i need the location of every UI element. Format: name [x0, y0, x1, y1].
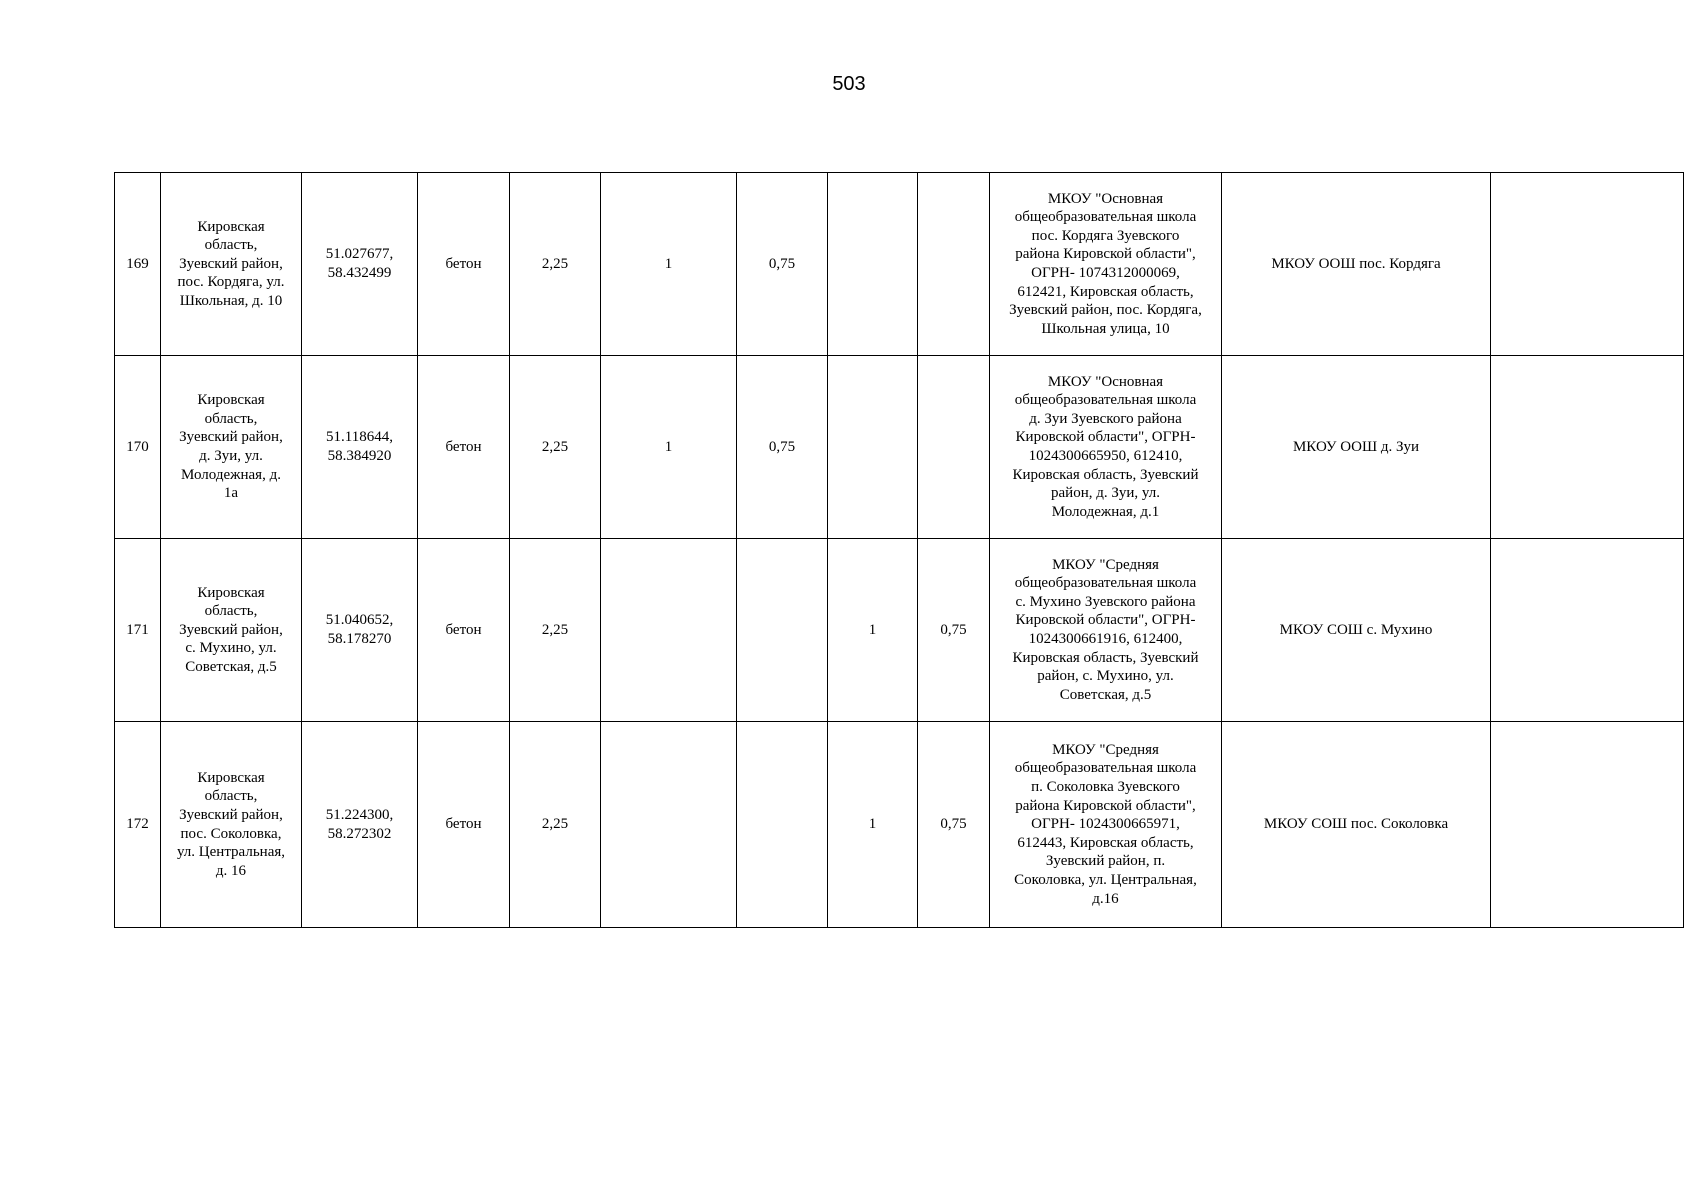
address-cell: [161, 539, 302, 722]
surface-cell: [418, 722, 510, 928]
registry-table: [114, 172, 1684, 928]
waste-source-cell-text: МКОУ ООШ д. Зуи: [1292, 438, 1420, 455]
container-volume-planned-cell: [918, 722, 990, 928]
container-volume-cell: [737, 539, 828, 722]
container-count-planned-cell: [828, 356, 918, 539]
container-volume-cell: [737, 173, 828, 356]
waste-source-cell-text: МКОУ ООШ пос. Кордяга: [1271, 255, 1441, 272]
container-count-cell-text: 1: [664, 438, 673, 455]
coordinates-cell: [302, 173, 418, 356]
coordinates-cell-text: 51.027677, 58.432499: [325, 246, 394, 281]
address-cell-text: Кировская область, Зуевский район, с. Мухино, ул. Советская, д.5: [179, 584, 283, 675]
row-number-text: 169: [126, 255, 149, 272]
page-number: 503: [832, 73, 866, 95]
waste-source-cell: [1222, 722, 1491, 928]
coordinates-cell: [302, 722, 418, 928]
owner-cell: [990, 356, 1222, 539]
container-count-cell: [601, 539, 737, 722]
container-count-planned-cell-text: 1: [868, 816, 877, 833]
table-row: [115, 173, 1684, 356]
container-count-planned-cell: [828, 539, 918, 722]
container-volume-planned-cell-text: 0,75: [940, 621, 967, 638]
waste-source-cell-text: МКОУ СОШ с. Мухино: [1279, 621, 1433, 638]
table-row: [115, 539, 1684, 722]
area-cell: [510, 356, 601, 539]
surface-cell-text: бетон: [445, 255, 482, 272]
area-cell-text: 2,25: [541, 255, 569, 272]
table-row: [115, 722, 1684, 928]
waste-source-cell: [1222, 539, 1491, 722]
note-cell: [1491, 356, 1684, 539]
row-number: [115, 539, 161, 722]
container-volume-planned-cell: [918, 173, 990, 356]
owner-cell-text: МКОУ "Основная общеобразовательная школа д. Зуи Зуевского района Кировской области", ОГРН- 1024300665950, 612410, Кировская область, Зуевский район, д. Зуи, ул. Молодежная, д.1: [1012, 373, 1199, 520]
coordinates-cell: [302, 539, 418, 722]
address-cell: [161, 173, 302, 356]
row-number-text: 171: [126, 621, 149, 638]
container-count-planned-cell-text: 1: [868, 621, 877, 638]
note-cell: [1491, 539, 1684, 722]
container-volume-cell: [737, 722, 828, 928]
address-cell-text: Кировская область, Зуевский район, д. Зуи, ул. Молодежная, д. 1а: [179, 392, 283, 502]
container-count-cell: [601, 722, 737, 928]
owner-cell-text: МКОУ "Средняя общеобразовательная школа с. Мухино Зуевского района Кировской области", ОГРН- 1024300661916, 612400, Кировская область, Зуевский район, с. Мухино, ул. Советская, д.5: [1012, 556, 1199, 703]
address-cell-text: Кировская область, Зуевский район, пос. Соколовка, ул. Центральная, д. 16: [176, 769, 286, 879]
note-cell: [1491, 173, 1684, 356]
coordinates-cell: [302, 356, 418, 539]
area-cell: [510, 173, 601, 356]
row-number-text: 172: [126, 816, 149, 833]
container-count-planned-cell: [828, 173, 918, 356]
container-volume-cell-text: 0,75: [768, 255, 796, 272]
owner-cell-text: МКОУ "Основная общеобразовательная школа пос. Кордяга Зуевского района Кировской области", ОГРН- 1074312000069, 612421, Кировская область, Зуевский район, пос. Кордяга, Школьная улица, 10: [1009, 190, 1202, 337]
address-cell: [161, 722, 302, 928]
row-number: [115, 356, 161, 539]
coordinates-cell-text: 51.118644, 58.384920: [326, 429, 393, 464]
row-number: [115, 173, 161, 356]
container-count-cell-text: 1: [664, 255, 673, 272]
owner-cell: [990, 173, 1222, 356]
owner-cell-text: МКОУ "Средняя общеобразовательная школа п. Соколовка Зуевского района Кировской области", ОГРН- 1024300665971, 612443, Кировская область, Зуевский район, п. Соколовка, ул. Центральная, д.16: [1014, 741, 1197, 907]
waste-source-cell: [1222, 173, 1491, 356]
waste-source-cell: [1222, 356, 1491, 539]
area-cell: [510, 722, 601, 928]
container-volume-cell-text: 0,75: [768, 438, 796, 455]
address-cell-text: Кировская область, Зуевский район, пос. Кордяга, ул. Школьная, д. 10: [177, 218, 285, 309]
container-count-planned-cell: [828, 722, 918, 928]
surface-cell: [418, 356, 510, 539]
container-count-cell: [601, 173, 737, 356]
owner-cell: [990, 722, 1222, 928]
address-cell: [161, 356, 302, 539]
row-number: [115, 722, 161, 928]
note-cell: [1491, 722, 1684, 928]
row-number-text: 170: [126, 438, 149, 455]
waste-source-cell-text: МКОУ СОШ пос. Соколовка: [1263, 816, 1449, 833]
owner-cell: [990, 539, 1222, 722]
container-count-cell: [601, 356, 737, 539]
coordinates-cell-text: 51.224300, 58.272302: [325, 806, 394, 842]
surface-cell-text: бетон: [445, 438, 482, 455]
coordinates-cell-text: 51.040652, 58.178270: [325, 612, 394, 647]
container-volume-planned-cell: [918, 356, 990, 539]
area-cell: [510, 539, 601, 722]
area-cell-text: 2,25: [541, 621, 569, 638]
container-volume-planned-cell: [918, 539, 990, 722]
area-cell-text: 2,25: [541, 816, 569, 833]
container-volume-planned-cell-text: 0,75: [940, 816, 967, 833]
table-row: [115, 356, 1684, 539]
surface-cell-text: бетон: [445, 621, 482, 638]
surface-cell: [418, 173, 510, 356]
area-cell-text: 2,25: [541, 438, 569, 455]
table-body: [115, 173, 1684, 928]
surface-cell: [418, 539, 510, 722]
container-volume-cell: [737, 356, 828, 539]
surface-cell-text: бетон: [445, 816, 482, 833]
